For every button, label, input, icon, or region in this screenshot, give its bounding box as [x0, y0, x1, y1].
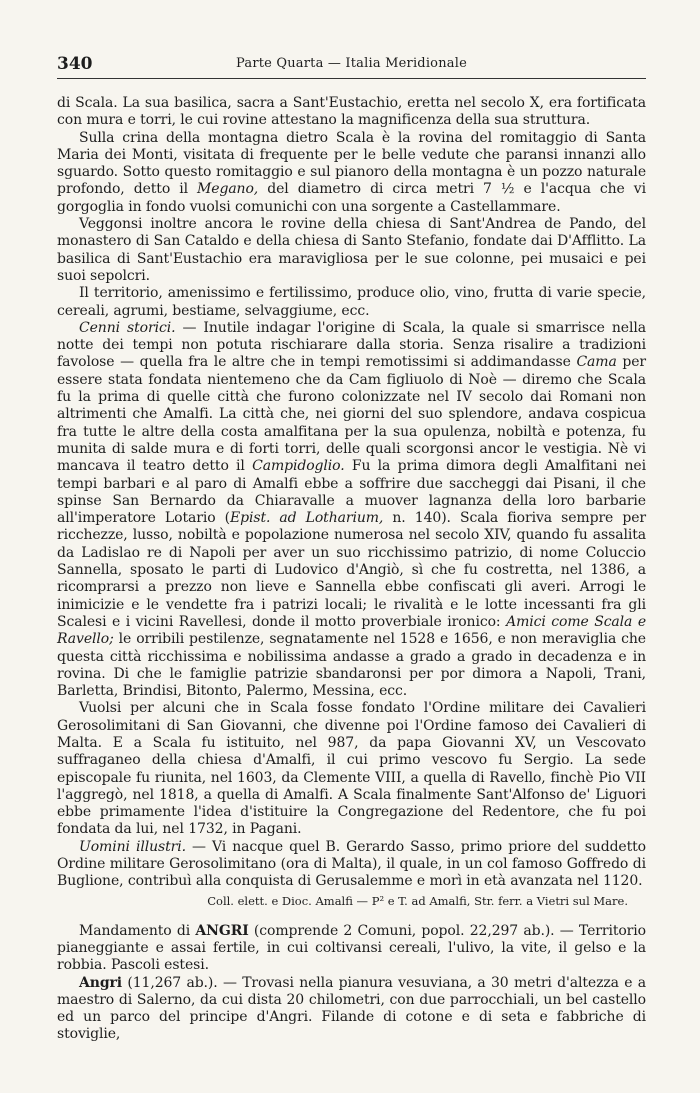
town-name: Angri	[79, 974, 123, 991]
page-body	[57, 95, 646, 1044]
section-heading-cenni-storici: Cenni storici.	[79, 319, 176, 336]
paragraph-cavalieri: Vuolsi per alcuni che in Scala fosse fondato l'Ordine militare dei Cavalieri Gerosolimitani di San Giovanni, che divenne poi l'Ordine famoso dei Cavalieri di Malta. E a Scala fu istituito, nel 987, da papa Giovanni XV, un Vescovato suffraganeo della chiesa d'Amalfi, il cui primo vescovo fu Sergio. La sede episcopale fu riunita, nel 1603, da Clemente VIII, a quella di Ravello, finchè Pio VII l'aggregò, nel 1818, a quella di Amalfi. A Scala finalmente Sant'Alfonso de' Liguori ebbe primamente l'idea d'istituire la Congregazione del Redentore, che fu poi fondata da lui, nel 1732, in Pagani.	[57, 700, 646, 838]
term-megano: Megano,	[197, 181, 259, 198]
collegio-note: Coll. elett. e Dioc. Amalfi — P² e T. ad Amalfi, Str. ferr. a Vietri sul Mare.	[207, 893, 628, 908]
paragraph-uomini-illustri: Uomini illustri. — Vi nacque quel B. Gerardo Sasso, primo priore del suddetto Ordine militare Gerosolimitano (ora di Malta), il quale, in un col famoso Goffredo di Buglione, contribuì alla conquista di Gerusalemme e morì in età avanzata nel 1120.	[57, 838, 646, 890]
running-head: Parte Quarta — Italia Meridionale	[236, 56, 467, 71]
paragraph-cenni-storici: Cenni storici. — Inutile indagar l'origine di Scala, la quale si smarrisce nella notte dei tempi non potuta rischiarare dalla storia. Senza risalire a tradizioni favolose — quella fra le altre che in tempi remotissimi si addimandasse Cama per essere stata fondata nientemeno che da Cam figliuolo di Noè — diremo che Scala fu la prima di quelle città che furono colonizzate nel IV secolo dai Romani non altrimenti che Amalfi. La città che, nei giorni del suo splendore, andava cospicua fra tutte le altre della costa amalfitana per la sua opulenza, nobiltà e potenza, fu munita di salde mura e di forti torri, delle quali scorgonsi ancor le vestigia. Nè vi mancava il teatro detto il Campidoglio. Fu la prima dimora degli Amalfitani nei tempi barbari e al paro di Amalfi ebbe a soffrire due saccheggi dai Pisani, il che spinse San Bernardo da Chiaravalle a muover lagnanza della loro barbarie all'imperatore Lotario (Epist. ad Lotharium, n. 140). Scala fioriva sempre per ricchezze, lusso, nobiltà e popolazione numerosa nel secolo XIV, quando fu assalita da Ladislao re di Napoli per aver un suo ricchissimo patrizio, di nome Coluccio Sannella, sposato le parti di Ludovico d'Angiò, sì che fu costretta, nel 1386, a ricomprarsi a prezzo non lieve e Sannella ebbe confiscati gli averi. Arrogi le inimicizie e le vendette fra i patrizi locali; le rivalità e le lotte incessanti fra gli Scalesi e i vicini Ravellesi, donde il motto proverbiale ironico: Amici come Scala e Ravello; le orribili pestilenze, segnatamente nel 1528 e 1656, e non meraviglia che questa città ricchissima e nobilissima andasse a grado a grado in decadenza e in rovina. Di che le famiglie patrizie sbandaronsi per por dimora a Napoli, Trani, Barletta, Brindisi, Bitonto, Palermo, Messina, ecc.	[57, 319, 647, 700]
section-heading-uomini-illustri: Uomini illustri.	[79, 838, 186, 855]
page-number: 340	[57, 54, 93, 74]
paragraph-basilica: di Scala. La sua basilica, sacra a Sant'Eustachio, eretta nel secolo X, era fortificata con mura e torri, le cui rovine attestano la magnificenza della sua struttura.	[57, 95, 646, 129]
paragraph-romitaggio: Sulla crina della montagna dietro Scala è la rovina del romitaggio di Santa Maria dei Monti, visitata di frequente per le belle vedute che paransi innanzi allo sguardo. Sotto questo romitaggio e sul pianoro della montagna è un pozzo naturale profondo, detto il Megano, del diametro di circa metri 7 ½ e l'acqua che vi gorgoglia in fondo vuolsi comunichi con una sorgente a Castellammare.	[57, 129, 646, 215]
paragraph-mandamento-angri: Mandamento di ANGRI (comprende 2 Comuni, popol. 22,297 ab.). — Territorio pianeggiante e assai fertile, in cui coltivansi cereali, l'ulivo, la vite, il gelso e la robbia. Pascoli estesi.	[57, 922, 646, 974]
header-rule	[57, 78, 646, 79]
paragraph-angri: Angri (11,267 ab.). — Trovasi nella pianura vesuviana, a 30 metri d'altezza e a maestro di Salerno, da cui dista 20 chilometri, con due parrocchiali, un bel castello ed un parco del principe d'Angri. Filande di cotone e di seta e fabbriche di stoviglie,	[57, 974, 646, 1043]
page-header	[57, 54, 646, 78]
paragraph-territorio: Il territorio, amenissimo e fertilissimo, produce olio, vino, frutta di varie specie, cereali, agrumi, bestiame, selvaggiume, ecc.	[57, 285, 646, 319]
paragraph-rovine: Veggonsi inoltre ancora le rovine della chiesa di Sant'Andrea de Pando, del monastero di San Cataldo e della chiesa di Santo Stefanio, fondate dai D'Afflitto. La basilica di Sant'Eustachio era maravigliosa per le sue colonne, pei musaici e pei suoi sepolcri.	[57, 216, 646, 284]
mandamento-name: ANGRI	[195, 922, 249, 939]
